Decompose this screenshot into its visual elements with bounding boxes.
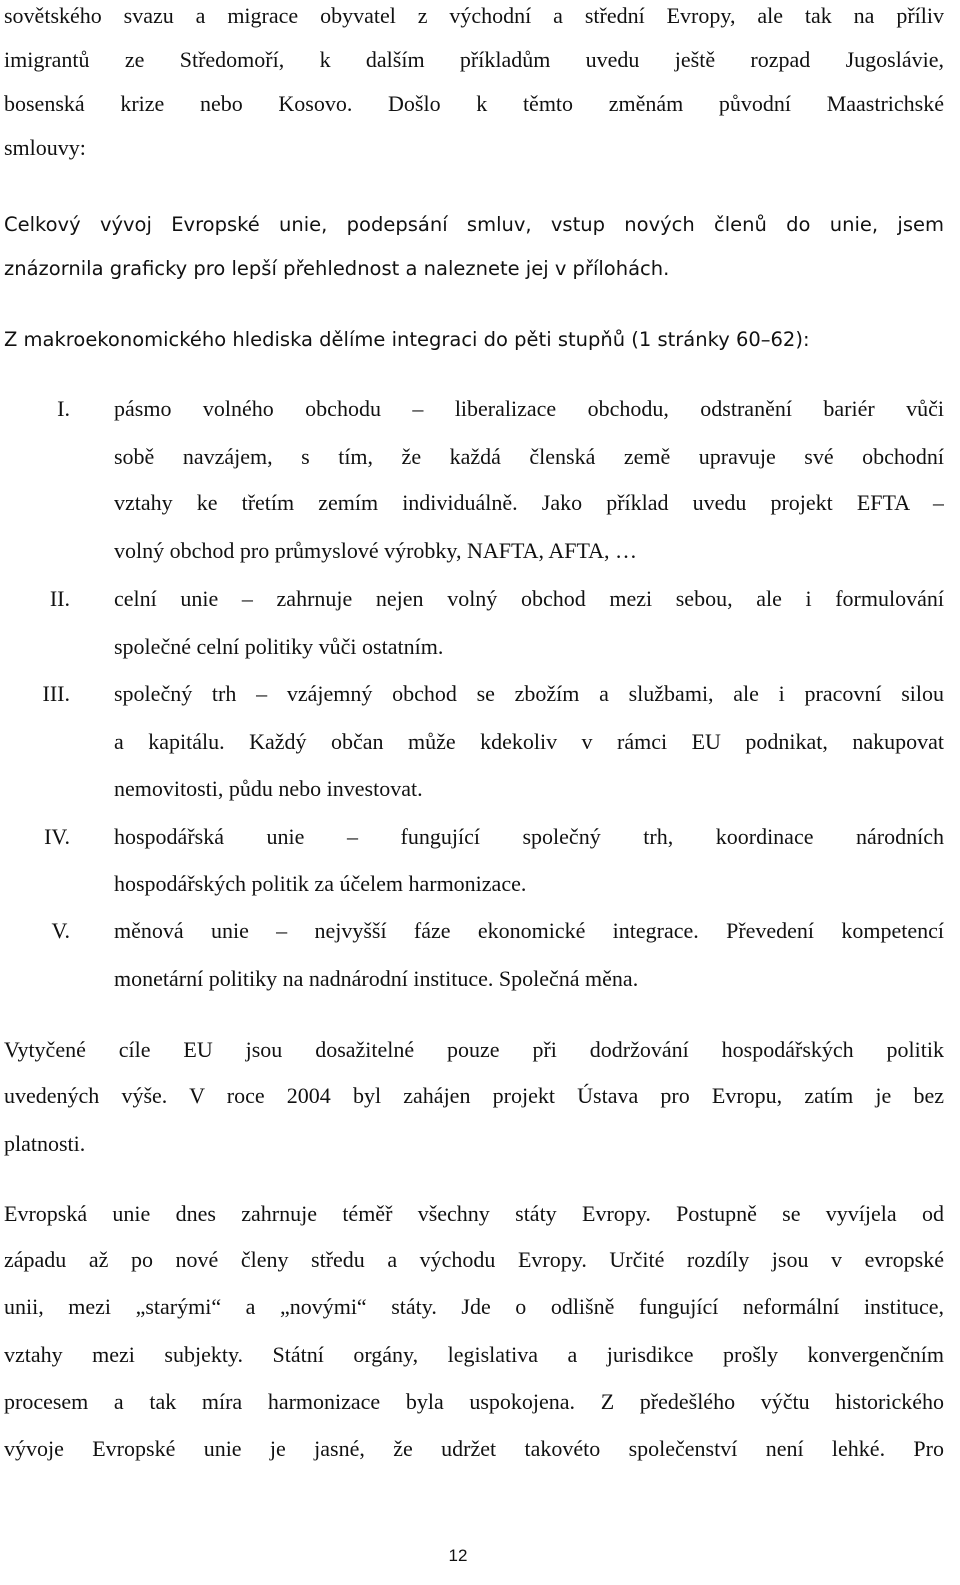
text-line: bosenská krize nebo Kosovo. Došlo k těmto změnám původní Maastrichské — [4, 91, 944, 116]
text-line: Celkový vývoj Evropské unie, podepsání smluv, vstup nových členů do unie, jsem — [4, 213, 944, 236]
text-line: Evropská unie dnes zahrnuje téměř všechny státy Evropy. Postupně se vyvíjela od — [4, 1201, 944, 1226]
paragraph-stages-intro: Z makroekonomického hlediska dělíme integraci do pěti stupňů (1 stránky 60–62): — [4, 328, 810, 351]
text-line: pásmo volného obchodu – liberalizace obchodu, odstranění bariér vůči — [114, 396, 944, 421]
text-line: sovětského svazu a migrace obyvatel z východní a střední Evropy, ale tak na příliv — [4, 3, 944, 28]
text-line: a kapitálu. Každý občan může kdekoliv v rámci EU podnikat, nakupovat — [114, 729, 944, 754]
list-numeral: IV. — [44, 824, 70, 849]
text-line: volný obchod pro průmyslové výrobky, NAFTA, AFTA, … — [114, 538, 638, 563]
list-numeral: I. — [57, 396, 70, 421]
text-line: nemovitosti, půdu nebo investovat. — [114, 776, 423, 801]
page-number: 12 — [448, 1546, 468, 1565]
text-line: procesem a tak míra harmonizace byla uspokojena. Z předešlého výčtu historického — [4, 1389, 944, 1414]
text-line: celní unie – zahrnuje nejen volný obchod mezi sebou, ale i formulování — [114, 586, 944, 611]
text-line: monetární politiky na nadnárodní instituce. Společná měna. — [114, 966, 639, 991]
text-line: unii, mezi „starými“ a „novými“ státy. Jde o odlišně fungující neformální instituce, — [4, 1294, 944, 1319]
list-numeral: III. — [42, 681, 70, 706]
text-line: smlouvy: — [4, 135, 86, 160]
text-line: uvedených výše. V roce 2004 byl zahájen projekt Ústava pro Evropu, zatím je bez — [4, 1083, 944, 1108]
text-line: hospodářská unie – fungující společný trh, koordinace národních — [114, 824, 944, 849]
text-line: znázornila graficky pro lepší přehlednost a naleznete jej v přílohách. — [4, 257, 670, 280]
text-line: platnosti. — [4, 1131, 86, 1156]
text-line: měnová unie – nejvyšší fáze ekonomické integrace. Převedení kompetencí — [114, 918, 944, 943]
text-line: západu až po nové členy středu a východu Evropy. Určité rozdíly jsou v evropské — [4, 1247, 944, 1272]
text-line: Vytyčené cíle EU jsou dosažitelné pouze při dodržování hospodářských politik — [4, 1037, 944, 1062]
list-numeral: V. — [51, 918, 70, 943]
text-line: vývoje Evropské unie je jasné, že udržet takovéto společenství není lehké. Pro — [4, 1436, 944, 1461]
text-line: vztahy mezi subjekty. Státní orgány, legislativa a jurisdikce prošly konvergenčním — [4, 1342, 944, 1367]
text-line: společný trh – vzájemný obchod se zbožím a službami, ale i pracovní silou — [114, 681, 944, 706]
text-line: hospodářských politik za účelem harmonizace. — [114, 871, 527, 896]
text-line: vztahy ke třetím zemím individuálně. Jako příklad uvedu projekt EFTA – — [114, 490, 944, 515]
list-numeral: II. — [49, 586, 70, 611]
text-line: sobě navzájem, s tím, že každá členská země upravuje své obchodní — [114, 444, 944, 469]
text-line: imigrantů ze Středomoří, k dalším příkladům uvedu ještě rozpad Jugoslávie, — [4, 47, 944, 72]
text-line: společné celní politiky vůči ostatním. — [114, 634, 444, 659]
